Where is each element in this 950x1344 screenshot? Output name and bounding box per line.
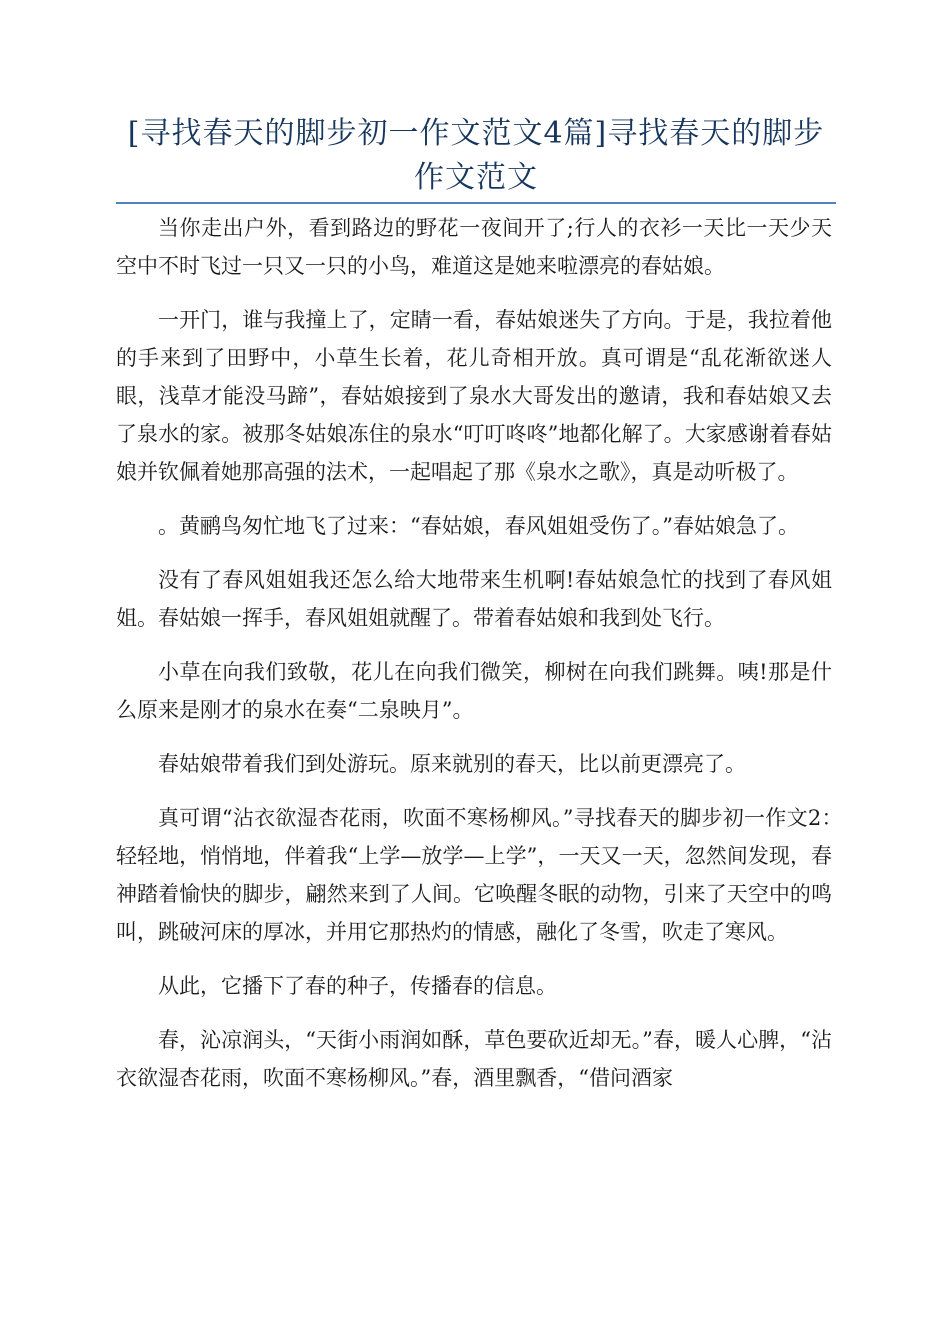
paragraph: 。黄鹂鸟匆忙地飞了过来：“春姑娘，春风姐姐受伤了。”春姑娘急了。 bbox=[158, 514, 799, 538]
paragraph: 没有了春风姐姐我还怎么给大地带来生机啊!春姑娘急忙的找到了春风姐姐。春姑娘一挥手，春风姐姐就醒了。带着春姑娘和我到处飞行。 bbox=[116, 568, 832, 630]
paragraph: 小草在向我们致敬，花儿在向我们微笑，柳树在向我们跳舞。咦!那是什么原来是刚才的泉水在奏“二泉映月”。 bbox=[116, 660, 832, 722]
paragraph: 春，沁凉润头，“天街小雨润如酥，草色要砍近却无。”春，暖人心脾，“沾衣欲湿杏花雨，吹面不寒杨柳风。”春，酒里飘香，“借问酒家 bbox=[116, 1028, 832, 1090]
document-title: [寻找春天的脚步初一作文范文4篇]寻找春天的脚步作文范文 bbox=[127, 116, 825, 195]
paragraph: 春姑娘带着我们到处游玩。原来就别的春天，比以前更漂亮了。 bbox=[158, 752, 746, 776]
paragraph: 从此，它播下了春的种子，传播春的信息。 bbox=[158, 974, 557, 998]
document-body bbox=[116, 209, 860, 1113]
paragraph: 真可谓“沾衣欲湿杏花雨，吹面不寒杨柳风。”寻找春天的脚步初一作文2： 轻轻地，悄悄地，伴着我“上学—放学—上学”，一天又一天，忽然间发现，春神踏着愉快的脚步，翩然来到了人间。它唤醒冬眠的动物，引来了天空中的鸣叫，跳破河床的厚冰，并用它那热灼的情感，融化了冬雪，吹走了寒风。 bbox=[116, 806, 860, 944]
paragraph: 一开门，谁与我撞上了，定睛一看，春姑娘迷失了方向。于是，我拉着他的手来到了田野中，小草生长着，花儿奇相开放。真可谓是“乱花渐欲迷人眼，浅草才能没马蹄”，春姑娘接到了泉水大哥发出的邀请，我和春姑娘又去了泉水的家。被那冬姑娘冻住的泉水“叮叮咚咚”地都化解了。大家感谢着春姑娘并钦佩着她那高强的法术，一起唱起了那《泉水之歌》，真是动听极了。 bbox=[116, 308, 832, 484]
title-block bbox=[116, 112, 836, 204]
paragraph: 当你走出户外，看到路边的野花一夜间开了;行人的衣衫一天比一天少天空中不时飞过一只又一只的小鸟，难道这是她来啦漂亮的春姑娘。 bbox=[116, 216, 832, 278]
